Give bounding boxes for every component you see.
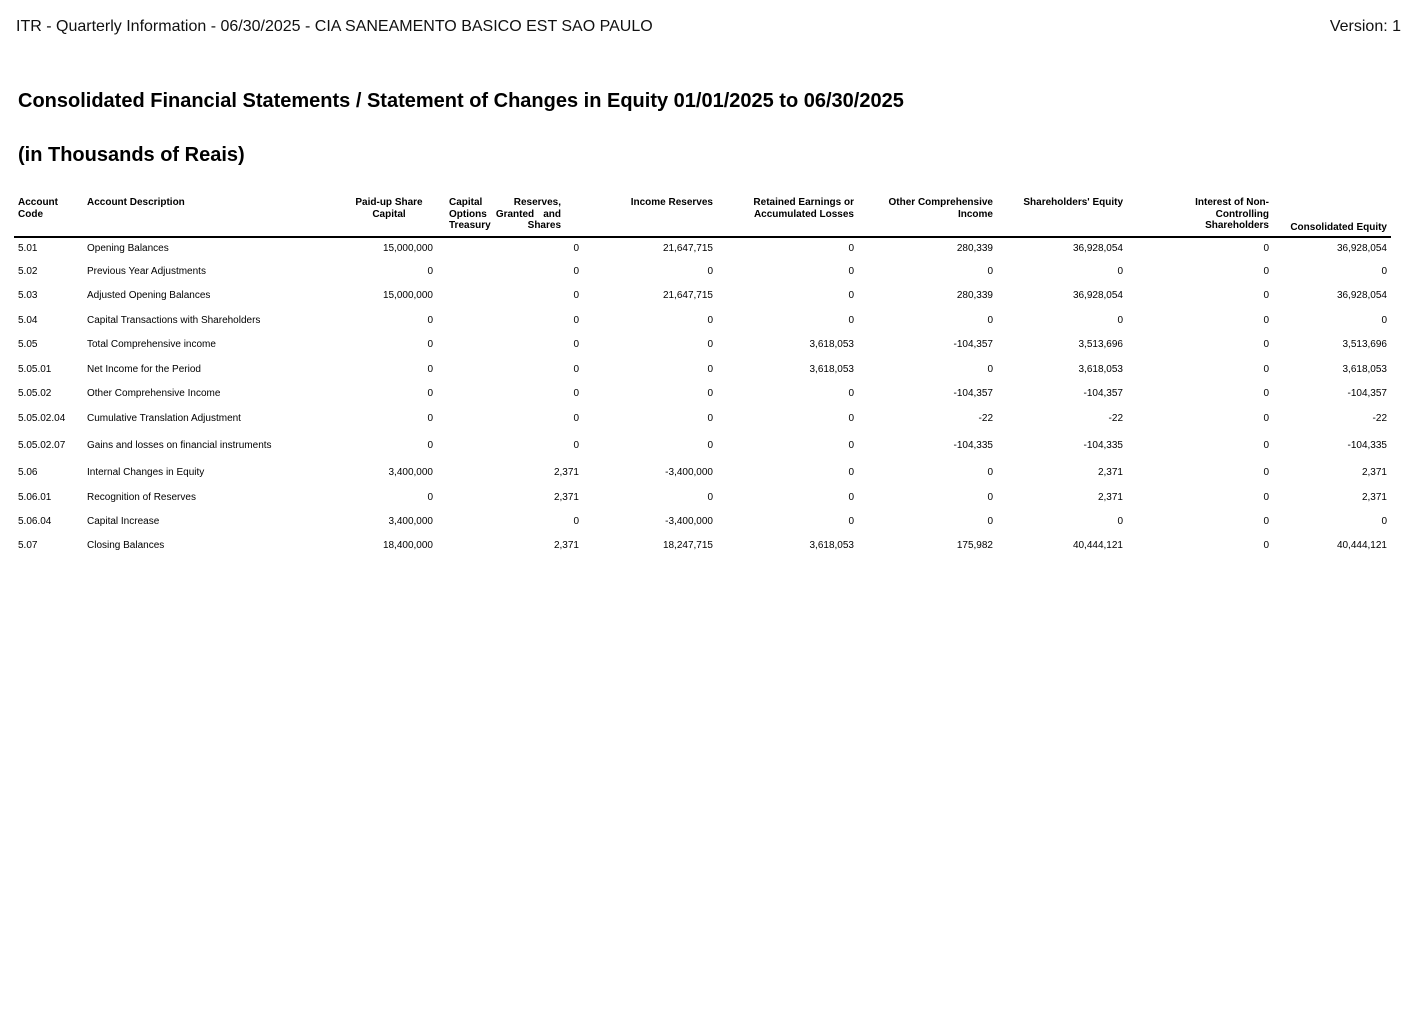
header-retained-earnings: Retained Earnings or Accumulated Losses (717, 197, 858, 237)
retained-earnings-value: 0 (848, 243, 854, 254)
income-reserves-value: 21,647,715 (662, 290, 713, 302)
retained-earnings-value: 0 (848, 440, 854, 451)
shareholders-equity-value: -22 (1108, 412, 1123, 424)
account-code: 5.06.01 (18, 491, 52, 503)
account-description: Cumulative Translation Adjustment (87, 412, 241, 424)
account-code: 5.06.04 (18, 516, 52, 528)
consolidated-equity-value: 0 (1381, 265, 1387, 277)
header-capital-reserves-label: Capital Reserves, Options Granted and Treasury Shares (449, 197, 561, 231)
consolidated-equity-value: 2,371 (1361, 467, 1387, 479)
capital-reserves-value: 2,371 (553, 539, 579, 551)
shareholders-equity-value: 3,513,696 (1078, 339, 1123, 351)
shareholders-equity-value: 2,371 (1097, 467, 1123, 479)
table-row (14, 259, 1391, 284)
non-controlling-interest-value: 0 (1263, 243, 1269, 254)
account-description: Other Comprehensive Income (87, 388, 221, 400)
income-reserves-value: 0 (707, 339, 713, 351)
table-row (14, 333, 1391, 358)
table-header-row (14, 197, 1391, 237)
account-code: 5.06 (18, 467, 38, 479)
capital-reserves-value: 0 (573, 243, 579, 254)
header-consolidated-equity: Consolidated Equity (1273, 197, 1391, 237)
consolidated-equity-value: 40,444,121 (1336, 539, 1387, 551)
paid-up-share-capital-value: 0 (427, 412, 433, 424)
account-code: 5.01 (18, 243, 38, 254)
shareholders-equity-value: -104,335 (1083, 440, 1123, 451)
account-code: 5.07 (18, 539, 38, 551)
account-description: Gains and losses on financial instruments (87, 440, 272, 451)
account-description: Adjusted Opening Balances (87, 290, 211, 302)
table-row (14, 485, 1391, 510)
retained-earnings-value: 0 (848, 467, 854, 479)
income-reserves-value: 0 (707, 491, 713, 503)
other-comprehensive-income-value: 175,982 (956, 539, 993, 551)
non-controlling-interest-value: 0 (1263, 516, 1269, 528)
table-row (14, 357, 1391, 382)
income-reserves-value: -3,400,000 (665, 467, 713, 479)
non-controlling-interest-value: 0 (1263, 539, 1269, 551)
table-row (14, 431, 1391, 461)
non-controlling-interest-value: 0 (1263, 440, 1269, 451)
paid-up-share-capital-value: 0 (427, 491, 433, 503)
account-code: 5.03 (18, 290, 38, 302)
statement-title: Consolidated Financial Statements / Statement of Changes in Equity 01/01/2025 to 06/30/2025 (18, 90, 904, 112)
paid-up-share-capital-value: 3,400,000 (388, 516, 433, 528)
consolidated-equity-value: -104,335 (1347, 440, 1387, 451)
non-controlling-interest-value: 0 (1263, 265, 1269, 277)
retained-earnings-value: 0 (848, 388, 854, 400)
retained-earnings-value: 3,618,053 (809, 363, 854, 375)
consolidated-equity-value: 3,513,696 (1342, 339, 1387, 351)
capital-reserves-value: 0 (573, 388, 579, 400)
non-controlling-interest-value: 0 (1263, 412, 1269, 424)
shareholders-equity-value: 0 (1117, 516, 1123, 528)
table-row (14, 510, 1391, 535)
account-code: 5.05 (18, 339, 38, 351)
account-description: Capital Transactions with Shareholders (87, 314, 261, 326)
capital-reserves-value: 0 (573, 265, 579, 277)
shareholders-equity-value: 40,444,121 (1072, 539, 1123, 551)
income-reserves-value: 0 (707, 314, 713, 326)
non-controlling-interest-value: 0 (1263, 363, 1269, 375)
paid-up-share-capital-value: 3,400,000 (388, 467, 433, 479)
capital-reserves-value: 0 (573, 314, 579, 326)
paid-up-share-capital-value: 18,400,000 (382, 539, 433, 551)
other-comprehensive-income-value: -22 (978, 412, 993, 424)
shareholders-equity-value: 0 (1117, 314, 1123, 326)
consolidated-equity-value: 36,928,054 (1336, 243, 1387, 254)
retained-earnings-value: 0 (848, 491, 854, 503)
page-header (16, 18, 1401, 38)
retained-earnings-value: 3,618,053 (809, 539, 854, 551)
paid-up-share-capital-value: 0 (427, 339, 433, 351)
account-code: 5.05.02.07 (18, 440, 66, 451)
account-code: 5.04 (18, 314, 38, 326)
statement-subtitle: (in Thousands of Reais) (18, 144, 245, 166)
table-row (14, 382, 1391, 407)
retained-earnings-value: 0 (848, 265, 854, 277)
account-description: Net Income for the Period (87, 363, 201, 375)
shareholders-equity-value: -104,357 (1083, 388, 1123, 400)
consolidated-equity-value: 2,371 (1361, 491, 1387, 503)
income-reserves-value: -3,400,000 (665, 516, 713, 528)
shareholders-equity-value: 36,928,054 (1072, 290, 1123, 302)
capital-reserves-value: 0 (573, 290, 579, 302)
other-comprehensive-income-value: 0 (987, 491, 993, 503)
capital-reserves-value: 0 (573, 516, 579, 528)
other-comprehensive-income-value: 280,339 (956, 243, 993, 254)
account-description: Closing Balances (87, 539, 165, 551)
account-description: Capital Increase (87, 516, 160, 528)
non-controlling-interest-value: 0 (1263, 491, 1269, 503)
retained-earnings-value: 0 (848, 290, 854, 302)
non-controlling-interest-value: 0 (1263, 314, 1269, 326)
paid-up-share-capital-value: 0 (427, 363, 433, 375)
other-comprehensive-income-value: 0 (987, 363, 993, 375)
income-reserves-value: 0 (707, 388, 713, 400)
header-other-comprehensive-income: Other Comprehensive Income (858, 197, 997, 237)
paid-up-share-capital-value: 15,000,000 (382, 243, 433, 254)
header-paid-up-share-capital: Paid-up Share Capital (315, 197, 437, 237)
capital-reserves-value: 2,371 (553, 467, 579, 479)
header-non-controlling-interest: Interest of Non-Controlling Shareholders (1127, 197, 1273, 237)
header-account-description: Account Description (83, 197, 315, 237)
income-reserves-value: 18,247,715 (662, 539, 713, 551)
account-description: Previous Year Adjustments (87, 265, 206, 277)
consolidated-equity-value: 36,928,054 (1336, 290, 1387, 302)
capital-reserves-value: 0 (573, 363, 579, 375)
non-controlling-interest-value: 0 (1263, 388, 1269, 400)
account-description: Opening Balances (87, 243, 169, 254)
capital-reserves-value: 0 (573, 440, 579, 451)
non-controlling-interest-value: 0 (1263, 467, 1269, 479)
consolidated-equity-value: 0 (1381, 314, 1387, 326)
capital-reserves-value: 2,371 (553, 491, 579, 503)
shareholders-equity-value: 36,928,054 (1072, 243, 1123, 254)
consolidated-equity-value: 0 (1381, 516, 1387, 528)
other-comprehensive-income-value: 280,339 (956, 290, 993, 302)
shareholders-equity-value: 0 (1117, 265, 1123, 277)
other-comprehensive-income-value: 0 (987, 516, 993, 528)
non-controlling-interest-value: 0 (1263, 339, 1269, 351)
consolidated-equity-value: -104,357 (1347, 388, 1387, 400)
income-reserves-value: 21,647,715 (662, 243, 713, 254)
account-description: Recognition of Reserves (87, 491, 196, 503)
table-row (14, 461, 1391, 486)
shareholders-equity-value: 2,371 (1097, 491, 1123, 503)
income-reserves-value: 0 (707, 440, 713, 451)
paid-up-share-capital-value: 0 (427, 440, 433, 451)
non-controlling-interest-value: 0 (1263, 290, 1269, 302)
account-description: Total Comprehensive income (87, 339, 216, 351)
header-capital-reserves (437, 197, 583, 237)
other-comprehensive-income-value: -104,335 (953, 440, 993, 451)
other-comprehensive-income-value: 0 (987, 265, 993, 277)
table-row (14, 308, 1391, 333)
header-shareholders-equity: Shareholders' Equity (997, 197, 1127, 237)
income-reserves-value: 0 (707, 412, 713, 424)
table-row (14, 284, 1391, 309)
consolidated-equity-value: 3,618,053 (1342, 363, 1387, 375)
income-reserves-value: 0 (707, 265, 713, 277)
other-comprehensive-income-value: -104,357 (953, 388, 993, 400)
retained-earnings-value: 3,618,053 (809, 339, 854, 351)
table-row (14, 534, 1391, 556)
paid-up-share-capital-value: 0 (427, 314, 433, 326)
version-label: Version: 1 (1329, 18, 1401, 35)
shareholders-equity-value: 3,618,053 (1078, 363, 1123, 375)
header-income-reserves: Income Reserves (583, 197, 717, 237)
capital-reserves-value: 0 (573, 412, 579, 424)
retained-earnings-value: 0 (848, 314, 854, 326)
table-row (14, 406, 1391, 431)
paid-up-share-capital-value: 15,000,000 (382, 290, 433, 302)
capital-reserves-value: 0 (573, 339, 579, 351)
account-code: 5.05.01 (18, 363, 52, 375)
account-code: 5.05.02 (18, 388, 52, 400)
paid-up-share-capital-value: 0 (427, 388, 433, 400)
account-description: Internal Changes in Equity (87, 467, 205, 479)
header-account-code: Account Code (14, 197, 83, 237)
income-reserves-value: 0 (707, 363, 713, 375)
table-row (14, 237, 1391, 259)
other-comprehensive-income-value: 0 (987, 314, 993, 326)
retained-earnings-value: 0 (848, 412, 854, 424)
report-title: ITR - Quarterly Information - 06/30/2025 - CIA SANEAMENTO BASICO EST SAO PAULO (16, 18, 653, 35)
other-comprehensive-income-value: -104,357 (953, 339, 993, 351)
paid-up-share-capital-value: 0 (427, 265, 433, 277)
account-code: 5.05.02.04 (18, 412, 66, 424)
retained-earnings-value: 0 (848, 516, 854, 528)
other-comprehensive-income-value: 0 (987, 467, 993, 479)
account-code: 5.02 (18, 265, 38, 277)
consolidated-equity-value: -22 (1372, 412, 1387, 424)
equity-statement-table (14, 197, 1391, 556)
